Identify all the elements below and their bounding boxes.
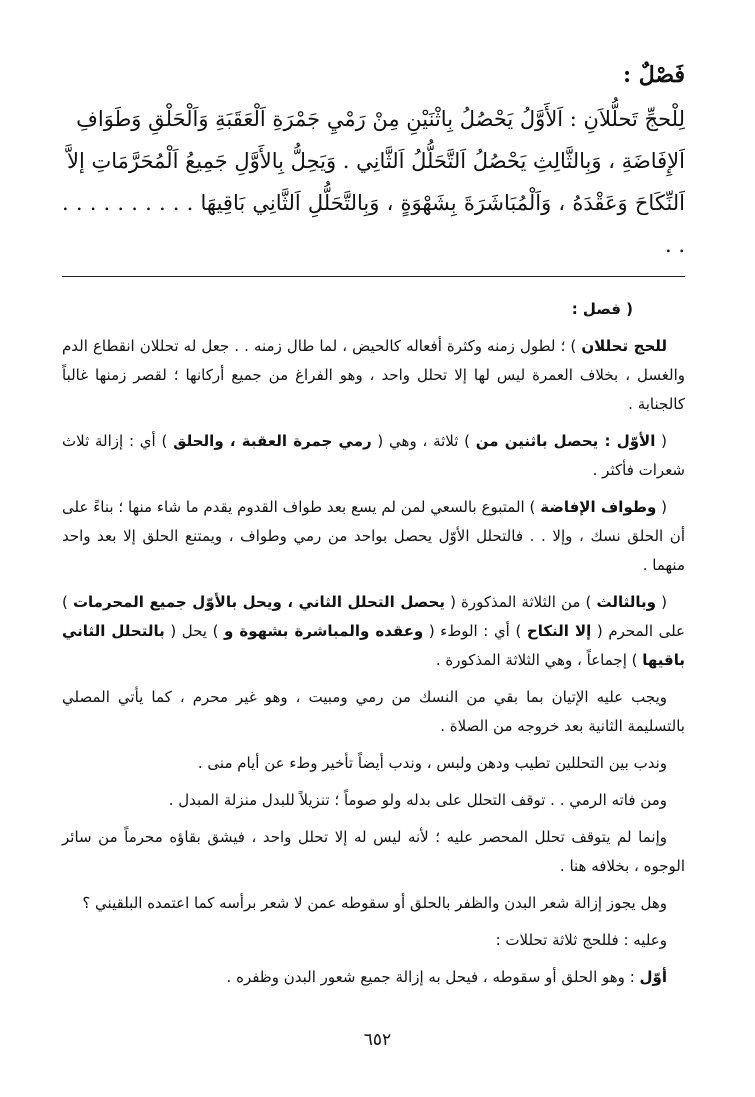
matn-quote: أوّل [639, 968, 667, 986]
matn-line: لِلْحجِّ تَحلُّلاَنِ : اَلأَوَّلُ يَحْصُلُ بِاثْنَيْنِ مِنْ رَمْيِ جَمْرَةِ اَلْعَقَبَةِ وَاَلْحَلْقِ وَطَوَافِ [76, 107, 685, 131]
commentary-paragraph: وإنما لم يتوقف تحلل المحصر عليه ؛ لأنه ليس له إلا تحلل واحد ، فيشق بقاؤه محرماً من سائر الوجوه ، بخلافه هنا . [62, 828, 685, 875]
commentary-text: ) من الثلاثة المذكورة ( [444, 593, 597, 611]
commentary-paragraph: وندب بين التحللين تطيب ودهن ولبس ، وندب أيضاً تأخير وطء عن أيام منى . [197, 754, 667, 772]
commentary-text: ) المتبوع بالسعي لمن لم يسع بعد طواف القدوم يقدم ما شاء منها ؛ بناءً على أن الحلق نسك ، وإلا . . فالتحلل الأوّل يحصل بواحد من رمي وطواف ، ويمتنع الحلق إلا بعد واحد منهما . [62, 498, 685, 574]
matn-quote: إلا النكاح [526, 622, 592, 640]
commentary-paragraph [62, 588, 685, 675]
commentary-text: ) ؛ لطول زمنه وكثرة أفعاله كالحيض ، لما طال زمنه . . جعل له تحللان انقطاع الدم والغسل ، بخلاف العمرة ليس لها إلا تحلل واحد ، وهو الفراغ من جميع أركانها ؛ لقصر زمنها غالباً كالجنابة . [62, 337, 685, 413]
commentary-text: ( [655, 432, 667, 450]
commentary-text: ) ثلاثة ، وهي ( [371, 432, 476, 450]
commentary-title: ( فصل : [571, 300, 633, 318]
matn-quote: رمي جمرة العقبة ، والحلق [173, 432, 372, 450]
commentary-text: ( [656, 498, 667, 516]
commentary-paragraph [62, 332, 685, 419]
matn-section [62, 58, 685, 266]
matn-quote: يحصل التحلل الثاني ، ويحل بالأوّل جميع المحرمات [72, 593, 445, 611]
commentary-text: ) أي : الوطء ( [423, 622, 527, 640]
commentary-text: ) يحل ( [164, 622, 225, 640]
commentary-paragraph: وعليه : فللحج ثلاثة تحللات : [495, 931, 667, 949]
matn-quote: بالتحلل الثاني باقيها [62, 622, 685, 669]
commentary-paragraph [62, 427, 685, 485]
commentary-paragraph: ويجب عليه الإتيان بما بقي من النسك من رمي ومبيت ، وهو غير محرم ، كما يأتي المصلي بالتسليمة الثانية بعد خروجه من الصلاة . [62, 688, 685, 735]
commentary-text: ( [656, 593, 667, 611]
commentary-paragraph: وهل يجوز إزالة شعر البدن والظفر بالحلق أو سقوطه عمن لا شعر برأسه كما اعتمده البلقيني ؟ [82, 894, 667, 912]
matn-quote: وطواف الإفاضة [540, 498, 657, 516]
matn-quote: للحج تحللان [581, 337, 668, 355]
commentary-text: ) إجماعاً ، وهي الثلاثة المذكورة . [435, 651, 643, 669]
matn-line: اَلإِفَاضَةِ ، وَبِالثَّالِثِ يَحْصُلُ اَلتَّحَلُّلُ اَلثَّانِي . وَيَحِلُّ بِالأَوَّلِ جَمِيعُ اَلْمُحَرَّمَاتِ إلاَّ [66, 149, 685, 173]
commentary-paragraph [62, 963, 685, 992]
commentary-section [62, 295, 685, 992]
commentary-text: : وهو الحلق أو سقوطه ، فيحل به إزالة جميع شعور البدن وظفره . [226, 968, 640, 986]
book-page [62, 58, 685, 1097]
commentary-paragraph [62, 493, 685, 580]
matn-quote: وبالثالث [596, 593, 657, 611]
page-number: ٦٥٢ [363, 1030, 392, 1050]
commentary-paragraph: ومن فاته الرمي . . توقف التحلل على بدله ولو صوماً ؛ تنزيلاً للبدل منزلة المبدل . [168, 791, 667, 809]
matn-line: اَلنِّكَاحَ وَعَقْدَهُ ، وَاَلْمُبَاشَرَةَ بِشَهْوَةٍ ، وَبِالتَّحَلُّلِ اَلثَّانِي بَاقِيهَا . . . . . . . . . . . . [62, 191, 685, 257]
section-heading: فَصْلٌ : [622, 62, 685, 88]
matn-quote: وعقده والمباشرة بشهوة و [224, 622, 424, 640]
separator-line [62, 276, 685, 277]
commentary-text: ) أي : إزالة ثلاث شعرات فأكثر . [62, 432, 685, 479]
commentary-text: ) على المحرم ( [62, 593, 686, 640]
matn-quote: الأوّل : يحصل باثنين من [475, 432, 656, 450]
